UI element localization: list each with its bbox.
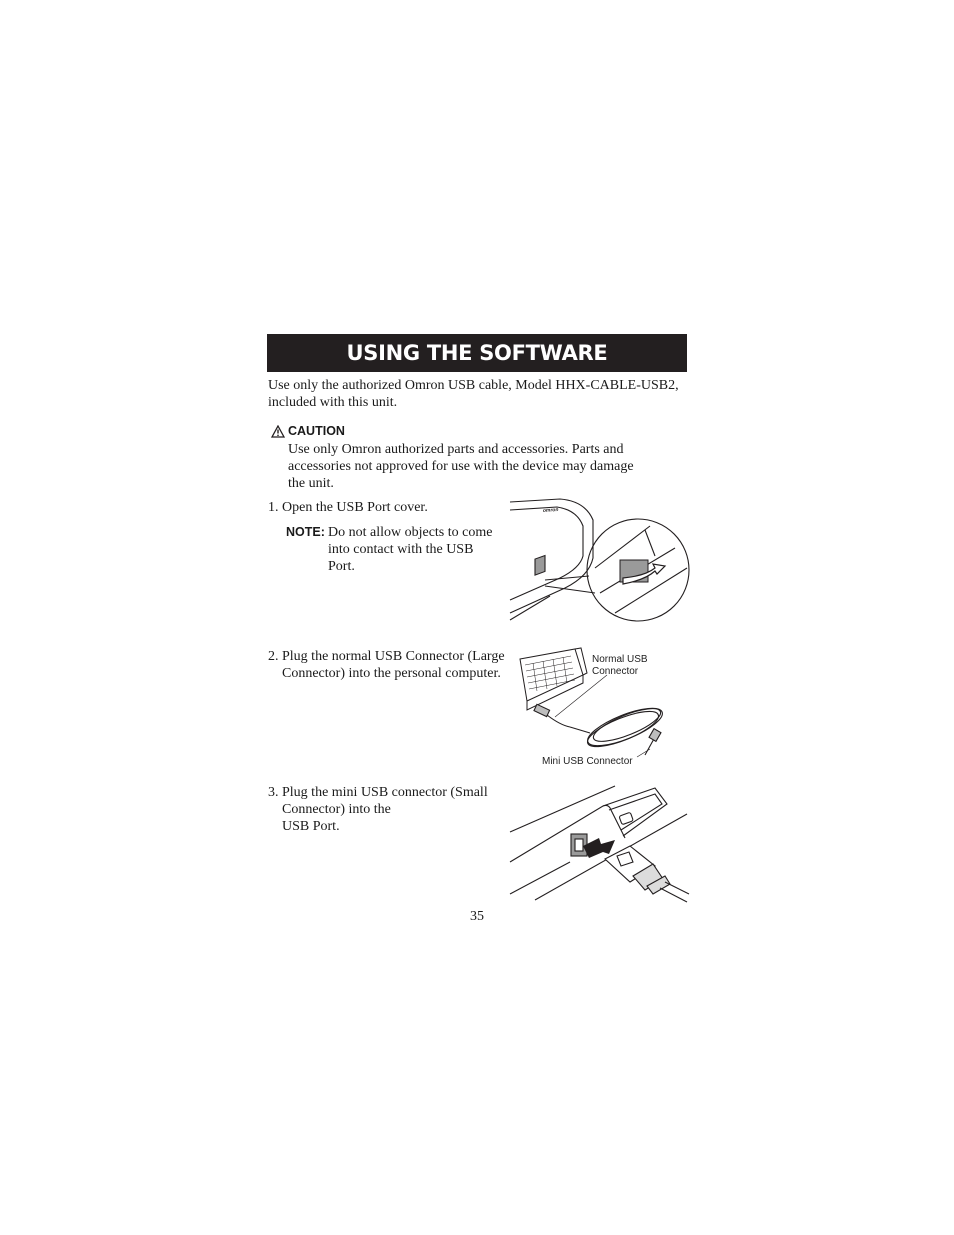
note-line-2: into contact with the USB bbox=[328, 542, 474, 557]
caution-line-1: Use only Omron authorized parts and accessories. Parts and bbox=[288, 442, 624, 457]
caution-line-3: the unit. bbox=[288, 476, 334, 491]
caution-label: CAUTION bbox=[288, 424, 345, 438]
insert-arrow-icon bbox=[583, 838, 615, 858]
section-header-banner bbox=[267, 334, 687, 372]
keyboard bbox=[525, 656, 575, 691]
note-line-3: Port. bbox=[328, 559, 355, 574]
page-title: USING THE SOFTWARE bbox=[346, 341, 608, 365]
intro-paragraph bbox=[268, 377, 679, 411]
note-line-1: Do not allow objects to come bbox=[328, 525, 493, 540]
normal-usb-callout-line-1: Normal USB bbox=[592, 654, 648, 665]
intro-line-2: included with this unit. bbox=[268, 395, 398, 410]
step-1-text: 1. Open the USB Port cover. bbox=[268, 500, 428, 515]
step-2-line-1: 2. Plug the normal USB Connector (Large bbox=[268, 649, 505, 664]
step-2-text bbox=[268, 648, 505, 682]
intro-line-1: Use only the authorized Omron USB cable, Model HHX-CABLE-USB2, bbox=[268, 378, 679, 393]
note-label: NOTE: bbox=[286, 525, 325, 539]
note-text bbox=[328, 524, 492, 575]
step-3-text bbox=[268, 784, 488, 835]
caution-heading bbox=[271, 424, 345, 438]
step-3-line-1: 3. Plug the mini USB connector (Small bbox=[268, 785, 488, 800]
step-3-line-2: Connector) into the bbox=[282, 802, 391, 817]
caution-text bbox=[288, 441, 634, 492]
svg-text:omron: omron bbox=[542, 506, 559, 514]
brand-logo bbox=[543, 507, 559, 514]
open-usb-cover-illustration bbox=[505, 498, 690, 624]
page-number: 35 bbox=[470, 909, 484, 924]
mini-usb-plug bbox=[605, 846, 689, 902]
mini-usb-callout: Mini USB Connector bbox=[542, 756, 633, 767]
normal-usb-callout-line-2: Connector bbox=[592, 666, 639, 677]
caution-line-2: accessories not approved for use with the device may damage bbox=[288, 459, 634, 474]
warning-icon bbox=[271, 425, 285, 438]
step-3-line-3: USB Port. bbox=[282, 819, 340, 834]
step-2-line-2: Connector) into the personal computer. bbox=[282, 666, 501, 681]
normal-usb-callout bbox=[592, 654, 648, 678]
plug-mini-usb-illustration bbox=[505, 784, 690, 904]
